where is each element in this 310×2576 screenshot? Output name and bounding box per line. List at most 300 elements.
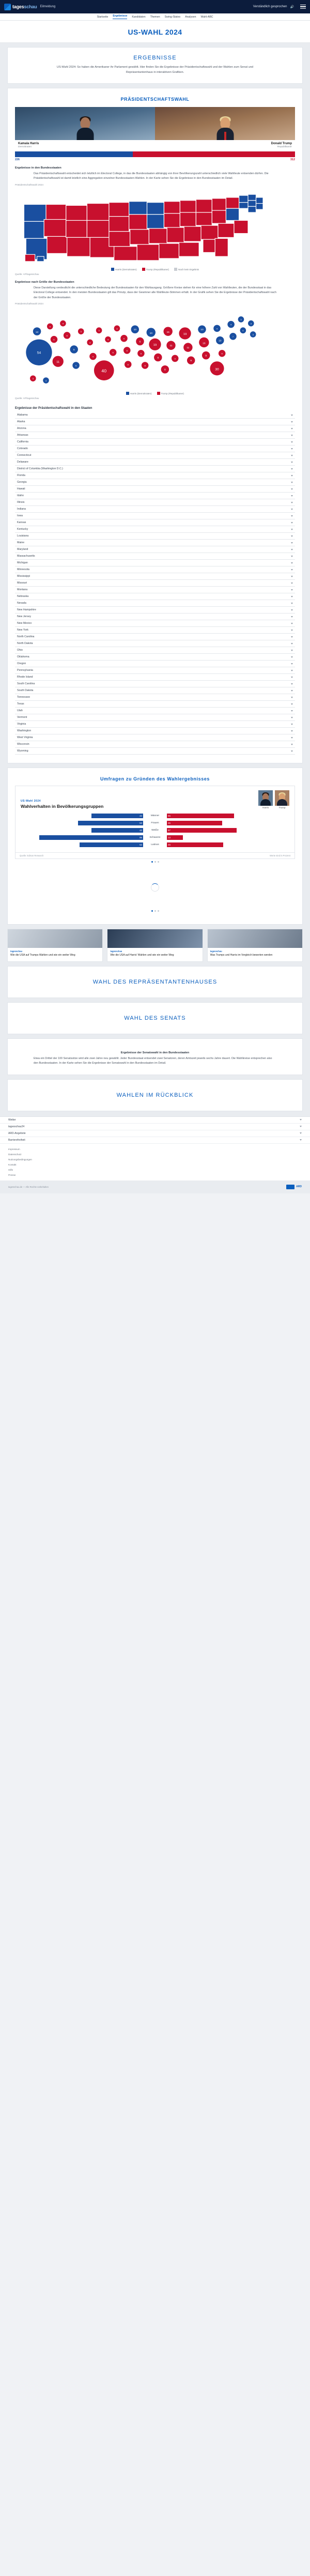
footer-item-0[interactable] [0,1117,310,1124]
svg-text:4: 4 [45,379,47,382]
state-label: Arizona [17,427,26,431]
legend-harris-2: Harris (Demokraten) [126,392,152,395]
carousel-dot-1[interactable] [151,910,153,912]
chevron-down-icon [291,428,293,430]
chevron-down-icon [291,623,293,624]
chart-header [16,786,295,809]
value-harris-1: 53 [140,821,142,824]
house-section [7,966,303,998]
svg-text:4: 4 [49,325,51,328]
svg-text:9: 9 [190,360,192,363]
list-item[interactable] [15,566,295,573]
chevron-down-icon [300,1126,302,1127]
teaser-card-2[interactable] [107,929,203,962]
candidate-harris-name: Kamala Harris [18,142,39,145]
chevron-down-icon [291,596,293,597]
candidate-trump-photo [155,107,295,140]
teaser-image-2 [107,929,202,948]
list-item[interactable] [15,748,295,755]
survey-heading: Umfragen zu Gründen des Wahlergebnisses [100,776,210,782]
chevron-down-icon [291,556,293,557]
list-item[interactable] [15,674,295,681]
category-3: Schwarze [149,836,161,839]
list-item[interactable] [15,593,295,600]
chevron-down-icon [291,475,293,477]
map2-text: Diese Darstellung verdeutlicht die unterschiedliche Bedeutung der Bundesstaaten für den Wahlausgang. Größere Kreise stehen für eine höhere Zahl von Wahlleuten, die der Bundesstaat in das Electoral College entsendet. In den meisten Bundesstaaten gilt das Prinzip, dass der Gewinner alle Wahlleute-Stimmen erhält. In der Grafik sehen Sie die Ergebnisse der Präsidentschaftswahl nach der Größe der Bundesstaaten. [34,286,276,299]
breaking-label[interactable]: Eilmeldung [40,5,56,8]
svg-text:8: 8 [144,364,146,367]
category-1: Frauen [151,821,159,824]
chevron-down-icon [291,582,293,584]
svg-text:3: 3 [116,327,118,330]
chevron-down-icon [300,1119,302,1121]
list-item[interactable] [15,587,295,593]
chevron-down-icon [291,744,293,745]
state-label: Georgia [17,481,27,484]
chevron-down-icon [291,670,293,671]
chevron-down-icon [291,549,293,550]
chevron-down-icon [291,455,293,456]
list-item[interactable] [15,546,295,553]
teaser-card-3[interactable] [207,929,303,962]
state-label: South Carolina [17,682,35,686]
list-item[interactable] [15,681,295,687]
state-label: District of Columbia (Washington D.C.) [17,467,63,471]
svg-text:9: 9 [205,355,207,358]
nav-item-6[interactable]: Wahl-ABC [200,15,213,19]
svg-text:3: 3 [240,318,242,321]
footer-item-label: tagesschau24 [8,1125,25,1128]
teaser-title-3: Was Trumps und Harris im Vergleich bewerten werden [210,954,273,957]
state-label: Florida [17,474,25,478]
teaser-image-3 [208,929,302,948]
state-label: Missouri [17,581,27,585]
state-label: North Carolina [17,635,35,639]
chevron-down-icon [291,589,293,591]
svg-text:11: 11 [56,361,60,364]
state-label: Nebraska [17,595,29,599]
list-item[interactable] [15,493,295,499]
state-label: North Dakota [17,642,33,646]
chevron-down-icon [291,717,293,718]
chart-face-harris-label: Harris [262,806,269,809]
state-label: Kansas [17,521,26,525]
results-lede: US-Wahl 2024: So haben die Amerikaner ihr Parlament gewählt. Hier finden Sie die Ergebnisse der Präsidentschaftswahl und der Wahlen zum Senat und Repräsentantenhaus in interaktiven Grafiken. [56,66,254,74]
list-item[interactable] [15,627,295,634]
chevron-down-icon [291,643,293,645]
list-item[interactable] [15,560,295,566]
state-label: South Dakota [17,689,34,693]
teaser-row [7,929,303,962]
list-item[interactable] [15,466,295,472]
state-label: Indiana [17,508,26,511]
results-section [7,47,303,84]
chevron-down-icon [291,603,293,604]
state-label: Maryland [17,548,28,551]
chevron-down-icon [291,750,293,752]
senate-heading: WAHL DES SENATS [124,1015,186,1021]
svg-text:30: 30 [215,367,219,372]
state-label: Hawaii [17,487,25,491]
carousel-dot-2[interactable] [154,910,156,912]
list-item[interactable] [15,614,295,620]
list-item[interactable] [15,708,295,714]
list-item[interactable] [15,452,295,459]
chevron-down-icon [291,462,293,463]
list-item[interactable] [15,634,295,640]
chevron-down-icon [291,683,293,685]
page-title: US-WAHL 2024 [128,28,182,36]
nav-item-5[interactable]: Analysen [185,15,196,19]
list-item[interactable] [15,526,295,533]
logo[interactable] [4,4,37,10]
list-item[interactable] [15,647,295,654]
map1-heading: Ergebnisse in den Bundesstaaten [15,166,61,170]
ard-logo[interactable] [286,1185,302,1189]
map1-source: Quelle: AP/tagesschau [15,272,39,275]
list-item[interactable] [15,687,295,694]
chevron-down-icon [300,1139,302,1141]
footer-links [0,1144,310,1180]
svg-text:4: 4 [107,338,109,341]
chart-face-harris [258,790,273,809]
senate-states-text: Etwa ein Drittel der 100 Senatssitze wird alle zwei Jahre neu gewählt. Jeder Bundesstaat entsendet zwei Senatoren, deren Amtszeit jeweils sechs Jahre dauert. Die Wahlkreise entsprechen also den Bundesstaaten. In der Karte sehen Sie die Ergebnisse der Senatswahl in den Bundesstaaten im Detail. [34,1056,272,1065]
legend-trump: Trump (Republikaner) [142,268,169,271]
state-label: Texas [17,702,24,706]
state-label: Massachusetts [17,555,35,558]
results-heading: ERGEBNISSE [133,55,177,61]
svg-text:4: 4 [216,327,218,330]
svg-text:7: 7 [232,335,234,339]
state-label: New Jersey [17,615,32,619]
value-harris-2: 42 [140,829,142,832]
chevron-down-icon [291,569,293,571]
chevron-down-icon [291,522,293,524]
list-item[interactable] [15,472,295,479]
teaser-card-1[interactable] [7,929,103,962]
teaser-title-1: Wie die USA auf Trumps Wahlen und wie ein weiter Weg [10,954,75,957]
state-label: Colorado [17,447,28,451]
svg-text:8: 8 [164,369,166,372]
hero-band [0,21,310,43]
svg-text:6: 6 [53,338,55,341]
svg-text:3: 3 [80,330,82,333]
state-label: Nevada [17,602,26,605]
trump-electoral-votes: 312 [290,158,295,161]
list-item[interactable] [15,519,295,526]
teaser-title-2: Wie die USA auf Harris' Wahlen und wie ein weiter Weg [110,954,174,957]
chevron-down-icon [291,609,293,611]
list-item[interactable] [15,661,295,667]
president-heading: PRÄSIDENTSCHAFTSWAHL [120,97,190,102]
list-item[interactable] [15,741,295,748]
state-label: New York [17,628,28,632]
footer-link-1[interactable]: Datenschutz [8,1153,22,1156]
chevron-down-icon [291,421,293,423]
state-label: Virginia [17,723,26,726]
svg-text:40: 40 [101,368,107,374]
footer-copyright: tagesschau.de — Alle Rechte vorbehalten [8,1185,49,1188]
chart-row [21,819,289,826]
nav-item-3[interactable]: Themen [150,15,160,19]
map2-source: Quelle: AP/tagesschau [15,397,39,400]
svg-text:8: 8 [127,363,129,366]
list-item[interactable] [15,553,295,560]
map2-heading: Ergebnisse nach Größe der Bundesstaaten [15,280,74,284]
state-label: Alaska [17,420,25,424]
list-item[interactable] [15,573,295,580]
svg-text:3: 3 [252,333,254,336]
legend-harris: Harris (Demokraten) [111,268,137,271]
ard-label: ARD [296,1185,302,1189]
carousel-dot-3[interactable] [158,861,159,863]
list-item[interactable] [15,600,295,607]
list-item[interactable] [15,640,295,647]
state-label: Mississippi [17,575,30,578]
footer-item-label: Wetter [8,1118,16,1122]
bubble-legend [15,392,295,395]
loading-spinner-icon [151,883,159,892]
chart-candidate-faces [258,790,289,809]
map2-label: Präsidentschaftswahl 2024 [15,302,43,305]
svg-text:11: 11 [169,345,173,348]
chevron-down-icon [291,542,293,544]
electoral-bar [15,151,295,157]
svg-text:10: 10 [149,332,152,335]
svg-text:8: 8 [157,357,159,360]
footer-bottom [0,1180,310,1193]
list-item[interactable] [15,540,295,546]
svg-text:6: 6 [66,334,68,338]
state-label: Vermont [17,716,27,719]
state-label: Connecticut [17,454,32,457]
chevron-down-icon [291,415,293,416]
audio-label[interactable]: Verständlich gesprochen [253,5,287,8]
state-label: Pennsylvania [17,669,33,672]
carousel-dot-3[interactable] [158,910,159,912]
candidates-row [15,107,295,148]
footer-link-0[interactable]: Impressum [8,1147,20,1151]
footer-link-3[interactable]: Kontakt [8,1163,17,1166]
candidate-harris-photo [15,107,155,140]
list-item[interactable] [15,533,295,540]
svg-text:19: 19 [153,344,157,347]
house-heading: WAHL DES REPRÄSENTANTENHAUSES [92,978,218,985]
chevron-down-icon [291,495,293,497]
category-0: Männer [150,814,160,817]
carousel-dot-2[interactable] [154,861,156,863]
candidate-trump-party: Republikaner [277,146,292,148]
svg-text:6: 6 [139,341,141,344]
category-2: Weiße [151,829,159,832]
chart-row [21,826,289,834]
svg-text:10: 10 [133,329,136,332]
harris-electoral-votes: 226 [15,158,20,161]
list-item[interactable] [15,667,295,674]
svg-text:4: 4 [230,323,232,326]
top-bar [0,0,310,13]
nav-item-2[interactable]: Kandidaten [132,15,146,19]
chart-row [21,812,289,819]
list-item[interactable] [15,728,295,734]
list-item[interactable] [15,499,295,506]
list-item[interactable] [15,620,295,627]
chevron-down-icon [291,448,293,450]
bubble-map[interactable] [15,308,295,391]
teaser-kicker-3: tagesschau [210,950,222,953]
list-item[interactable] [15,479,295,486]
chevron-down-icon [291,616,293,618]
page-root [0,0,310,1193]
svg-text:19: 19 [183,333,187,336]
state-label: West Virginia [17,736,33,740]
nav-item-0[interactable]: Startseite [97,15,109,19]
chevron-down-icon [291,710,293,712]
svg-text:5: 5 [73,349,75,352]
chevron-down-icon [291,435,293,436]
chart-row [21,841,289,848]
nav-item-1[interactable]: Ergebnisse [113,14,127,19]
carousel-dots[interactable] [15,859,295,867]
candidate-harris-party: Demokraten [18,146,32,148]
state-label: Washington [17,729,32,733]
state-label: Arkansas [17,434,28,437]
chevron-down-icon [291,724,293,725]
senate-states-heading: Ergebnisse der Senatswahl in den Bundesstaaten [120,1051,190,1054]
list-item[interactable] [15,701,295,708]
value-trump-1: 45 [168,821,171,824]
map1-text: Das Präsidentschaftswahl entscheidet sich letztlich im Electoral College, in das die Bundesstaaten abhängig von ihrer Bevölkerungszahl unterschiedlich viele Wahlleute entsenden dürfen. Die Präsidentschaftswahl ist damit letztlich eine Aggregation einzelner Bundesstaaten-Wahlen. In der Karte sehen Sie die Ergebnisse in den Bundesstaaten im Detail. [34,172,269,180]
svg-text:54: 54 [37,351,41,355]
chevron-down-icon [291,482,293,483]
value-harris-4: 52 [140,843,142,846]
survey-section [7,768,303,925]
chart-footer [16,852,295,858]
list-item[interactable] [15,486,295,493]
svg-text:10: 10 [219,340,222,343]
choropleth-map-svg[interactable] [15,189,295,267]
footer-link-2[interactable]: Nutzungsbedingungen [8,1158,32,1161]
svg-text:10: 10 [200,329,204,332]
list-item[interactable] [15,506,295,513]
chart-unit-note: Werte sind in Prozent [270,854,290,857]
list-item[interactable] [15,734,295,741]
svg-text:3: 3 [32,377,34,380]
footer-item-1[interactable] [0,1124,310,1130]
carousel-dot-1[interactable] [151,861,153,863]
state-label: Illinois [17,501,25,504]
footer-item-2[interactable] [0,1130,310,1137]
value-harris-0: 42 [140,814,142,817]
list-item[interactable] [15,412,295,419]
footer-link-4[interactable]: Hilfe [8,1168,13,1171]
state-label: California [17,440,28,444]
chevron-down-icon [291,630,293,631]
chevron-down-icon [291,488,293,490]
footer-item-label: ARD-Angebote [8,1131,26,1135]
chevron-down-icon [291,663,293,665]
list-item[interactable] [15,459,295,466]
voting-behaviour-chart[interactable] [15,786,295,859]
list-item[interactable] [15,432,295,439]
state-label: Maine [17,541,25,545]
list-item[interactable] [15,694,295,701]
list-item[interactable] [15,513,295,519]
list-item[interactable] [15,439,295,446]
loading-area [15,867,295,908]
state-label: Michigan [17,561,28,565]
chevron-down-icon [291,690,293,692]
carousel-dots-2[interactable] [15,908,295,916]
list-item[interactable] [15,607,295,614]
footer-link-5[interactable]: Presse [8,1173,16,1176]
chevron-down-icon [291,576,293,577]
list-item[interactable] [15,425,295,432]
states-accordion [15,412,295,755]
state-label: Wisconsin [17,743,29,746]
chart-row [21,834,289,841]
svg-text:4: 4 [62,322,64,325]
list-item[interactable] [15,714,295,721]
retrospect-heading: WAHLEN IM RÜCKBLICK [116,1092,194,1098]
bubble-map-svg[interactable] [15,308,295,391]
chart-source: Quelle: Edison Research [20,854,44,857]
chevron-down-icon [291,502,293,503]
choropleth-map[interactable] [15,189,295,267]
nav-item-4[interactable]: Swing-States [164,15,181,19]
menu-button[interactable] [300,5,306,9]
chevron-down-icon [291,737,293,739]
svg-text:11: 11 [187,347,190,350]
states-accordion-heading: Ergebnisse der Präsidentschaftswahl in den Staaten [15,407,92,410]
svg-text:6: 6 [140,352,142,355]
list-item[interactable] [15,580,295,587]
chevron-down-icon [291,650,293,651]
map-legend [15,268,295,271]
chevron-down-icon [300,1132,302,1134]
state-label: Kentucky [17,528,28,531]
chart-bars [16,809,295,852]
retrospect-section [7,1079,303,1111]
svg-text:4: 4 [92,355,94,358]
svg-text:3: 3 [89,341,91,344]
teaser-kicker-2: tagesschau [110,950,122,953]
list-item[interactable] [15,654,295,661]
svg-text:3: 3 [250,322,252,325]
ard-logo-icon [286,1185,295,1189]
logo-brand-2: schau [24,4,37,9]
svg-text:5: 5 [75,364,77,367]
state-label: Idaho [17,494,24,498]
list-item[interactable] [15,419,295,425]
speaker-icon[interactable]: 🔊 [290,5,294,9]
state-label: Utah [17,709,23,713]
list-item[interactable] [15,721,295,728]
president-section [7,88,303,763]
chevron-down-icon [291,509,293,510]
svg-text:4: 4 [242,329,244,332]
state-label: Tennessee [17,696,30,699]
state-label: Louisiana [17,534,29,538]
state-label: Montana [17,588,28,592]
list-item[interactable] [15,446,295,452]
chevron-down-icon [291,730,293,732]
candidate-harris [15,107,155,148]
svg-text:15: 15 [166,331,169,334]
chevron-down-icon [291,562,293,564]
footer-item-3[interactable] [0,1137,310,1144]
teaser-kicker-1: tagesschau [10,950,23,953]
